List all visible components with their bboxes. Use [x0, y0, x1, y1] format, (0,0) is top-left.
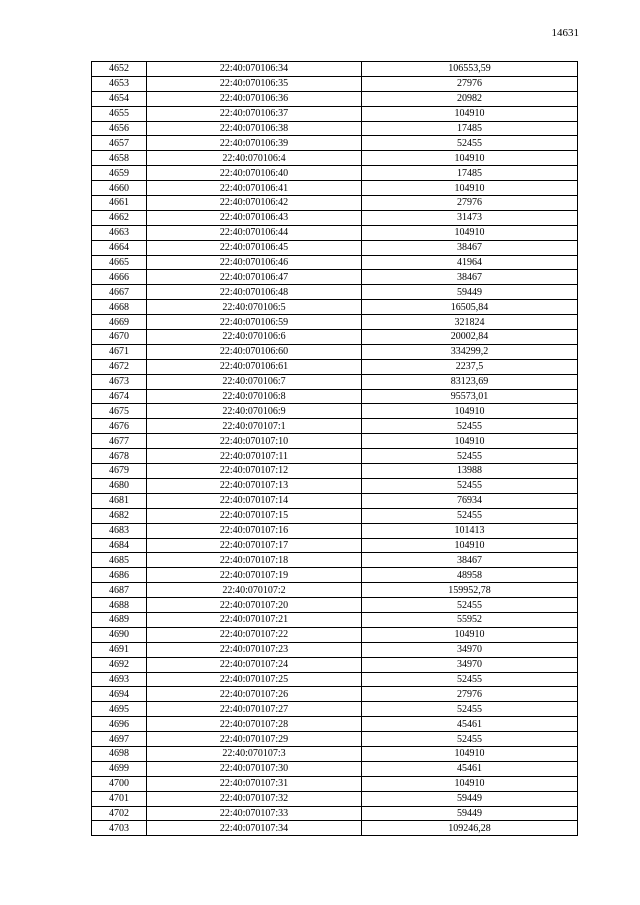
table-row	[92, 687, 578, 702]
row-number-cell: 4673	[92, 374, 147, 389]
value-cell: 45461	[362, 717, 578, 732]
table-row	[92, 106, 578, 121]
table-row	[92, 598, 578, 613]
row-number-cell: 4663	[92, 225, 147, 240]
row-number-cell: 4685	[92, 553, 147, 568]
value-cell: 52455	[362, 598, 578, 613]
table-row	[92, 270, 578, 285]
row-number-cell: 4677	[92, 434, 147, 449]
value-cell: 52455	[362, 478, 578, 493]
value-cell: 334299,2	[362, 344, 578, 359]
table-row	[92, 732, 578, 747]
cadastral-number-cell: 22:40:070106:44	[147, 225, 362, 240]
row-number-cell: 4659	[92, 166, 147, 181]
value-cell: 2237,5	[362, 359, 578, 374]
row-number-cell: 4654	[92, 91, 147, 106]
cadastral-number-cell: 22:40:070107:11	[147, 449, 362, 464]
table-row	[92, 181, 578, 196]
value-cell: 83123,69	[362, 374, 578, 389]
cadastral-number-cell: 22:40:070107:18	[147, 553, 362, 568]
row-number-cell: 4682	[92, 508, 147, 523]
table-row	[92, 404, 578, 419]
table-row	[92, 761, 578, 776]
cadastral-number-cell: 22:40:070106:61	[147, 359, 362, 374]
row-number-cell: 4665	[92, 255, 147, 270]
cadastral-number-cell: 22:40:070107:23	[147, 642, 362, 657]
row-number-cell: 4683	[92, 523, 147, 538]
table-row	[92, 330, 578, 345]
table-row	[92, 657, 578, 672]
row-number-cell: 4660	[92, 181, 147, 196]
row-number-cell: 4697	[92, 732, 147, 747]
table-row	[92, 196, 578, 211]
cadastral-number-cell: 22:40:070106:40	[147, 166, 362, 181]
value-cell: 55952	[362, 612, 578, 627]
table-row	[92, 464, 578, 479]
value-cell: 31473	[362, 210, 578, 225]
value-cell: 52455	[362, 702, 578, 717]
value-cell: 104910	[362, 776, 578, 791]
cadastral-number-cell: 22:40:070107:12	[147, 464, 362, 479]
table-row	[92, 374, 578, 389]
row-number-cell: 4688	[92, 598, 147, 613]
row-number-cell: 4680	[92, 478, 147, 493]
table-row	[92, 583, 578, 598]
table-row	[92, 225, 578, 240]
cadastral-number-cell: 22:40:070106:6	[147, 330, 362, 345]
value-cell: 52455	[362, 136, 578, 151]
cadastral-number-cell: 22:40:070106:47	[147, 270, 362, 285]
value-cell: 13988	[362, 464, 578, 479]
row-number-cell: 4670	[92, 330, 147, 345]
row-number-cell: 4699	[92, 761, 147, 776]
table-row	[92, 806, 578, 821]
cadastral-number-cell: 22:40:070106:45	[147, 240, 362, 255]
table-row	[92, 568, 578, 583]
table-row	[92, 434, 578, 449]
table-row	[92, 389, 578, 404]
cadastral-number-cell: 22:40:070106:41	[147, 181, 362, 196]
value-cell: 104910	[362, 746, 578, 761]
table-row	[92, 359, 578, 374]
value-cell: 321824	[362, 315, 578, 330]
table-row	[92, 240, 578, 255]
row-number-cell: 4661	[92, 196, 147, 211]
cadastral-number-cell: 22:40:070106:9	[147, 404, 362, 419]
cadastral-number-cell: 22:40:070107:14	[147, 493, 362, 508]
row-number-cell: 4653	[92, 76, 147, 91]
value-cell: 59449	[362, 806, 578, 821]
table-row	[92, 791, 578, 806]
cadastral-number-cell: 22:40:070106:37	[147, 106, 362, 121]
table-row	[92, 717, 578, 732]
records-table	[91, 61, 578, 836]
cadastral-number-cell: 22:40:070107:30	[147, 761, 362, 776]
table-row	[92, 449, 578, 464]
row-number-cell: 4692	[92, 657, 147, 672]
cadastral-number-cell: 22:40:070107:20	[147, 598, 362, 613]
row-number-cell: 4693	[92, 672, 147, 687]
value-cell: 45461	[362, 761, 578, 776]
value-cell: 104910	[362, 181, 578, 196]
value-cell: 38467	[362, 553, 578, 568]
table-row	[92, 627, 578, 642]
row-number-cell: 4672	[92, 359, 147, 374]
table-row	[92, 166, 578, 181]
row-number-cell: 4655	[92, 106, 147, 121]
value-cell: 17485	[362, 121, 578, 136]
row-number-cell: 4656	[92, 121, 147, 136]
value-cell: 34970	[362, 657, 578, 672]
cadastral-number-cell: 22:40:070107:1	[147, 419, 362, 434]
cadastral-number-cell: 22:40:070106:36	[147, 91, 362, 106]
value-cell: 38467	[362, 270, 578, 285]
table-row	[92, 672, 578, 687]
value-cell: 104910	[362, 225, 578, 240]
table-row	[92, 821, 578, 836]
cadastral-number-cell: 22:40:070107:27	[147, 702, 362, 717]
row-number-cell: 4676	[92, 419, 147, 434]
table-row	[92, 508, 578, 523]
value-cell: 104910	[362, 627, 578, 642]
cadastral-number-cell: 22:40:070107:28	[147, 717, 362, 732]
value-cell: 159952,78	[362, 583, 578, 598]
value-cell: 20982	[362, 91, 578, 106]
value-cell: 104910	[362, 538, 578, 553]
cadastral-number-cell: 22:40:070106:34	[147, 62, 362, 77]
row-number-cell: 4657	[92, 136, 147, 151]
cadastral-number-cell: 22:40:070107:13	[147, 478, 362, 493]
cadastral-number-cell: 22:40:070107:21	[147, 612, 362, 627]
cadastral-number-cell: 22:40:070107:26	[147, 687, 362, 702]
row-number-cell: 4703	[92, 821, 147, 836]
table-row	[92, 523, 578, 538]
row-number-cell: 4668	[92, 300, 147, 315]
row-number-cell: 4667	[92, 285, 147, 300]
table-row	[92, 553, 578, 568]
row-number-cell: 4684	[92, 538, 147, 553]
cadastral-number-cell: 22:40:070106:59	[147, 315, 362, 330]
cadastral-number-cell: 22:40:070107:24	[147, 657, 362, 672]
row-number-cell: 4694	[92, 687, 147, 702]
cadastral-number-cell: 22:40:070106:5	[147, 300, 362, 315]
cadastral-number-cell: 22:40:070106:60	[147, 344, 362, 359]
row-number-cell: 4689	[92, 612, 147, 627]
table-row	[92, 136, 578, 151]
value-cell: 52455	[362, 508, 578, 523]
value-cell: 104910	[362, 106, 578, 121]
table-row	[92, 285, 578, 300]
cadastral-number-cell: 22:40:070106:48	[147, 285, 362, 300]
cadastral-number-cell: 22:40:070107:3	[147, 746, 362, 761]
value-cell: 104910	[362, 151, 578, 166]
table-row	[92, 478, 578, 493]
row-number-cell: 4679	[92, 464, 147, 479]
value-cell: 27976	[362, 687, 578, 702]
cadastral-number-cell: 22:40:070106:38	[147, 121, 362, 136]
table-row	[92, 91, 578, 106]
cadastral-number-cell: 22:40:070106:39	[147, 136, 362, 151]
value-cell: 52455	[362, 672, 578, 687]
row-number-cell: 4701	[92, 791, 147, 806]
table-row	[92, 315, 578, 330]
row-number-cell: 4681	[92, 493, 147, 508]
cadastral-number-cell: 22:40:070106:43	[147, 210, 362, 225]
row-number-cell: 4675	[92, 404, 147, 419]
table-row	[92, 151, 578, 166]
table-row	[92, 612, 578, 627]
table-row	[92, 419, 578, 434]
value-cell: 76934	[362, 493, 578, 508]
cadastral-number-cell: 22:40:070107:16	[147, 523, 362, 538]
row-number-cell: 4674	[92, 389, 147, 404]
page-number: 14631	[551, 27, 579, 39]
row-number-cell: 4666	[92, 270, 147, 285]
cadastral-number-cell: 22:40:070107:33	[147, 806, 362, 821]
value-cell: 59449	[362, 791, 578, 806]
cadastral-number-cell: 22:40:070106:7	[147, 374, 362, 389]
row-number-cell: 4700	[92, 776, 147, 791]
row-number-cell: 4652	[92, 62, 147, 77]
cadastral-number-cell: 22:40:070106:35	[147, 76, 362, 91]
row-number-cell: 4664	[92, 240, 147, 255]
table-row	[92, 255, 578, 270]
value-cell: 27976	[362, 76, 578, 91]
cadastral-number-cell: 22:40:070106:8	[147, 389, 362, 404]
value-cell: 101413	[362, 523, 578, 538]
value-cell: 38467	[362, 240, 578, 255]
value-cell: 48958	[362, 568, 578, 583]
cadastral-number-cell: 22:40:070107:10	[147, 434, 362, 449]
row-number-cell: 4686	[92, 568, 147, 583]
row-number-cell: 4696	[92, 717, 147, 732]
table-row	[92, 344, 578, 359]
table-row	[92, 746, 578, 761]
row-number-cell: 4678	[92, 449, 147, 464]
cadastral-number-cell: 22:40:070106:4	[147, 151, 362, 166]
cadastral-number-cell: 22:40:070107:17	[147, 538, 362, 553]
value-cell: 95573,01	[362, 389, 578, 404]
row-number-cell: 4671	[92, 344, 147, 359]
cadastral-number-cell: 22:40:070107:31	[147, 776, 362, 791]
cadastral-number-cell: 22:40:070107:15	[147, 508, 362, 523]
value-cell: 104910	[362, 404, 578, 419]
row-number-cell: 4669	[92, 315, 147, 330]
table-row	[92, 702, 578, 717]
table-row	[92, 210, 578, 225]
cadastral-number-cell: 22:40:070107:19	[147, 568, 362, 583]
table-row	[92, 300, 578, 315]
cadastral-number-cell: 22:40:070107:25	[147, 672, 362, 687]
value-cell: 52455	[362, 419, 578, 434]
row-number-cell: 4695	[92, 702, 147, 717]
table-row	[92, 76, 578, 91]
cadastral-number-cell: 22:40:070107:34	[147, 821, 362, 836]
row-number-cell: 4662	[92, 210, 147, 225]
value-cell: 109246,28	[362, 821, 578, 836]
value-cell: 17485	[362, 166, 578, 181]
row-number-cell: 4687	[92, 583, 147, 598]
value-cell: 34970	[362, 642, 578, 657]
row-number-cell: 4658	[92, 151, 147, 166]
cadastral-number-cell: 22:40:070107:29	[147, 732, 362, 747]
value-cell: 59449	[362, 285, 578, 300]
value-cell: 106553,59	[362, 62, 578, 77]
cadastral-number-cell: 22:40:070106:42	[147, 196, 362, 211]
value-cell: 16505,84	[362, 300, 578, 315]
value-cell: 104910	[362, 434, 578, 449]
value-cell: 41964	[362, 255, 578, 270]
row-number-cell: 4691	[92, 642, 147, 657]
value-cell: 52455	[362, 449, 578, 464]
table-row	[92, 121, 578, 136]
row-number-cell: 4690	[92, 627, 147, 642]
value-cell: 52455	[362, 732, 578, 747]
cadastral-number-cell: 22:40:070106:46	[147, 255, 362, 270]
cadastral-number-cell: 22:40:070107:32	[147, 791, 362, 806]
value-cell: 20002,84	[362, 330, 578, 345]
table-row	[92, 62, 578, 77]
table-row	[92, 776, 578, 791]
table-row	[92, 493, 578, 508]
table-row	[92, 642, 578, 657]
row-number-cell: 4702	[92, 806, 147, 821]
records-table-body	[92, 62, 578, 836]
value-cell: 27976	[362, 196, 578, 211]
cadastral-number-cell: 22:40:070107:22	[147, 627, 362, 642]
cadastral-number-cell: 22:40:070107:2	[147, 583, 362, 598]
table-row	[92, 538, 578, 553]
row-number-cell: 4698	[92, 746, 147, 761]
